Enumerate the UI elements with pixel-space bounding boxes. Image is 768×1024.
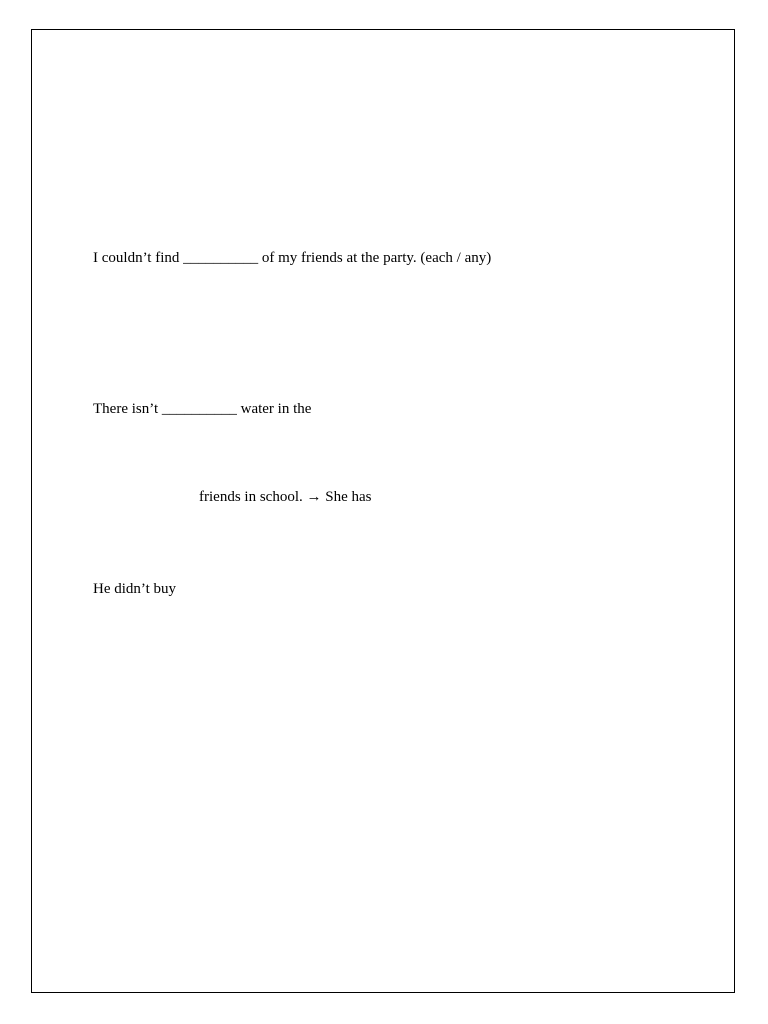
exercise-sentence-4: He didn’t buy <box>93 581 177 597</box>
exercise-sentence-1: I couldn’t find __________ of my friends at the party. (each / any) <box>93 250 492 266</box>
exercise-sentence-2: There isn’t __________ water in the <box>93 401 312 417</box>
exercise-sentence-3: friends in school. → She has <box>199 489 372 505</box>
document-page <box>31 29 735 993</box>
